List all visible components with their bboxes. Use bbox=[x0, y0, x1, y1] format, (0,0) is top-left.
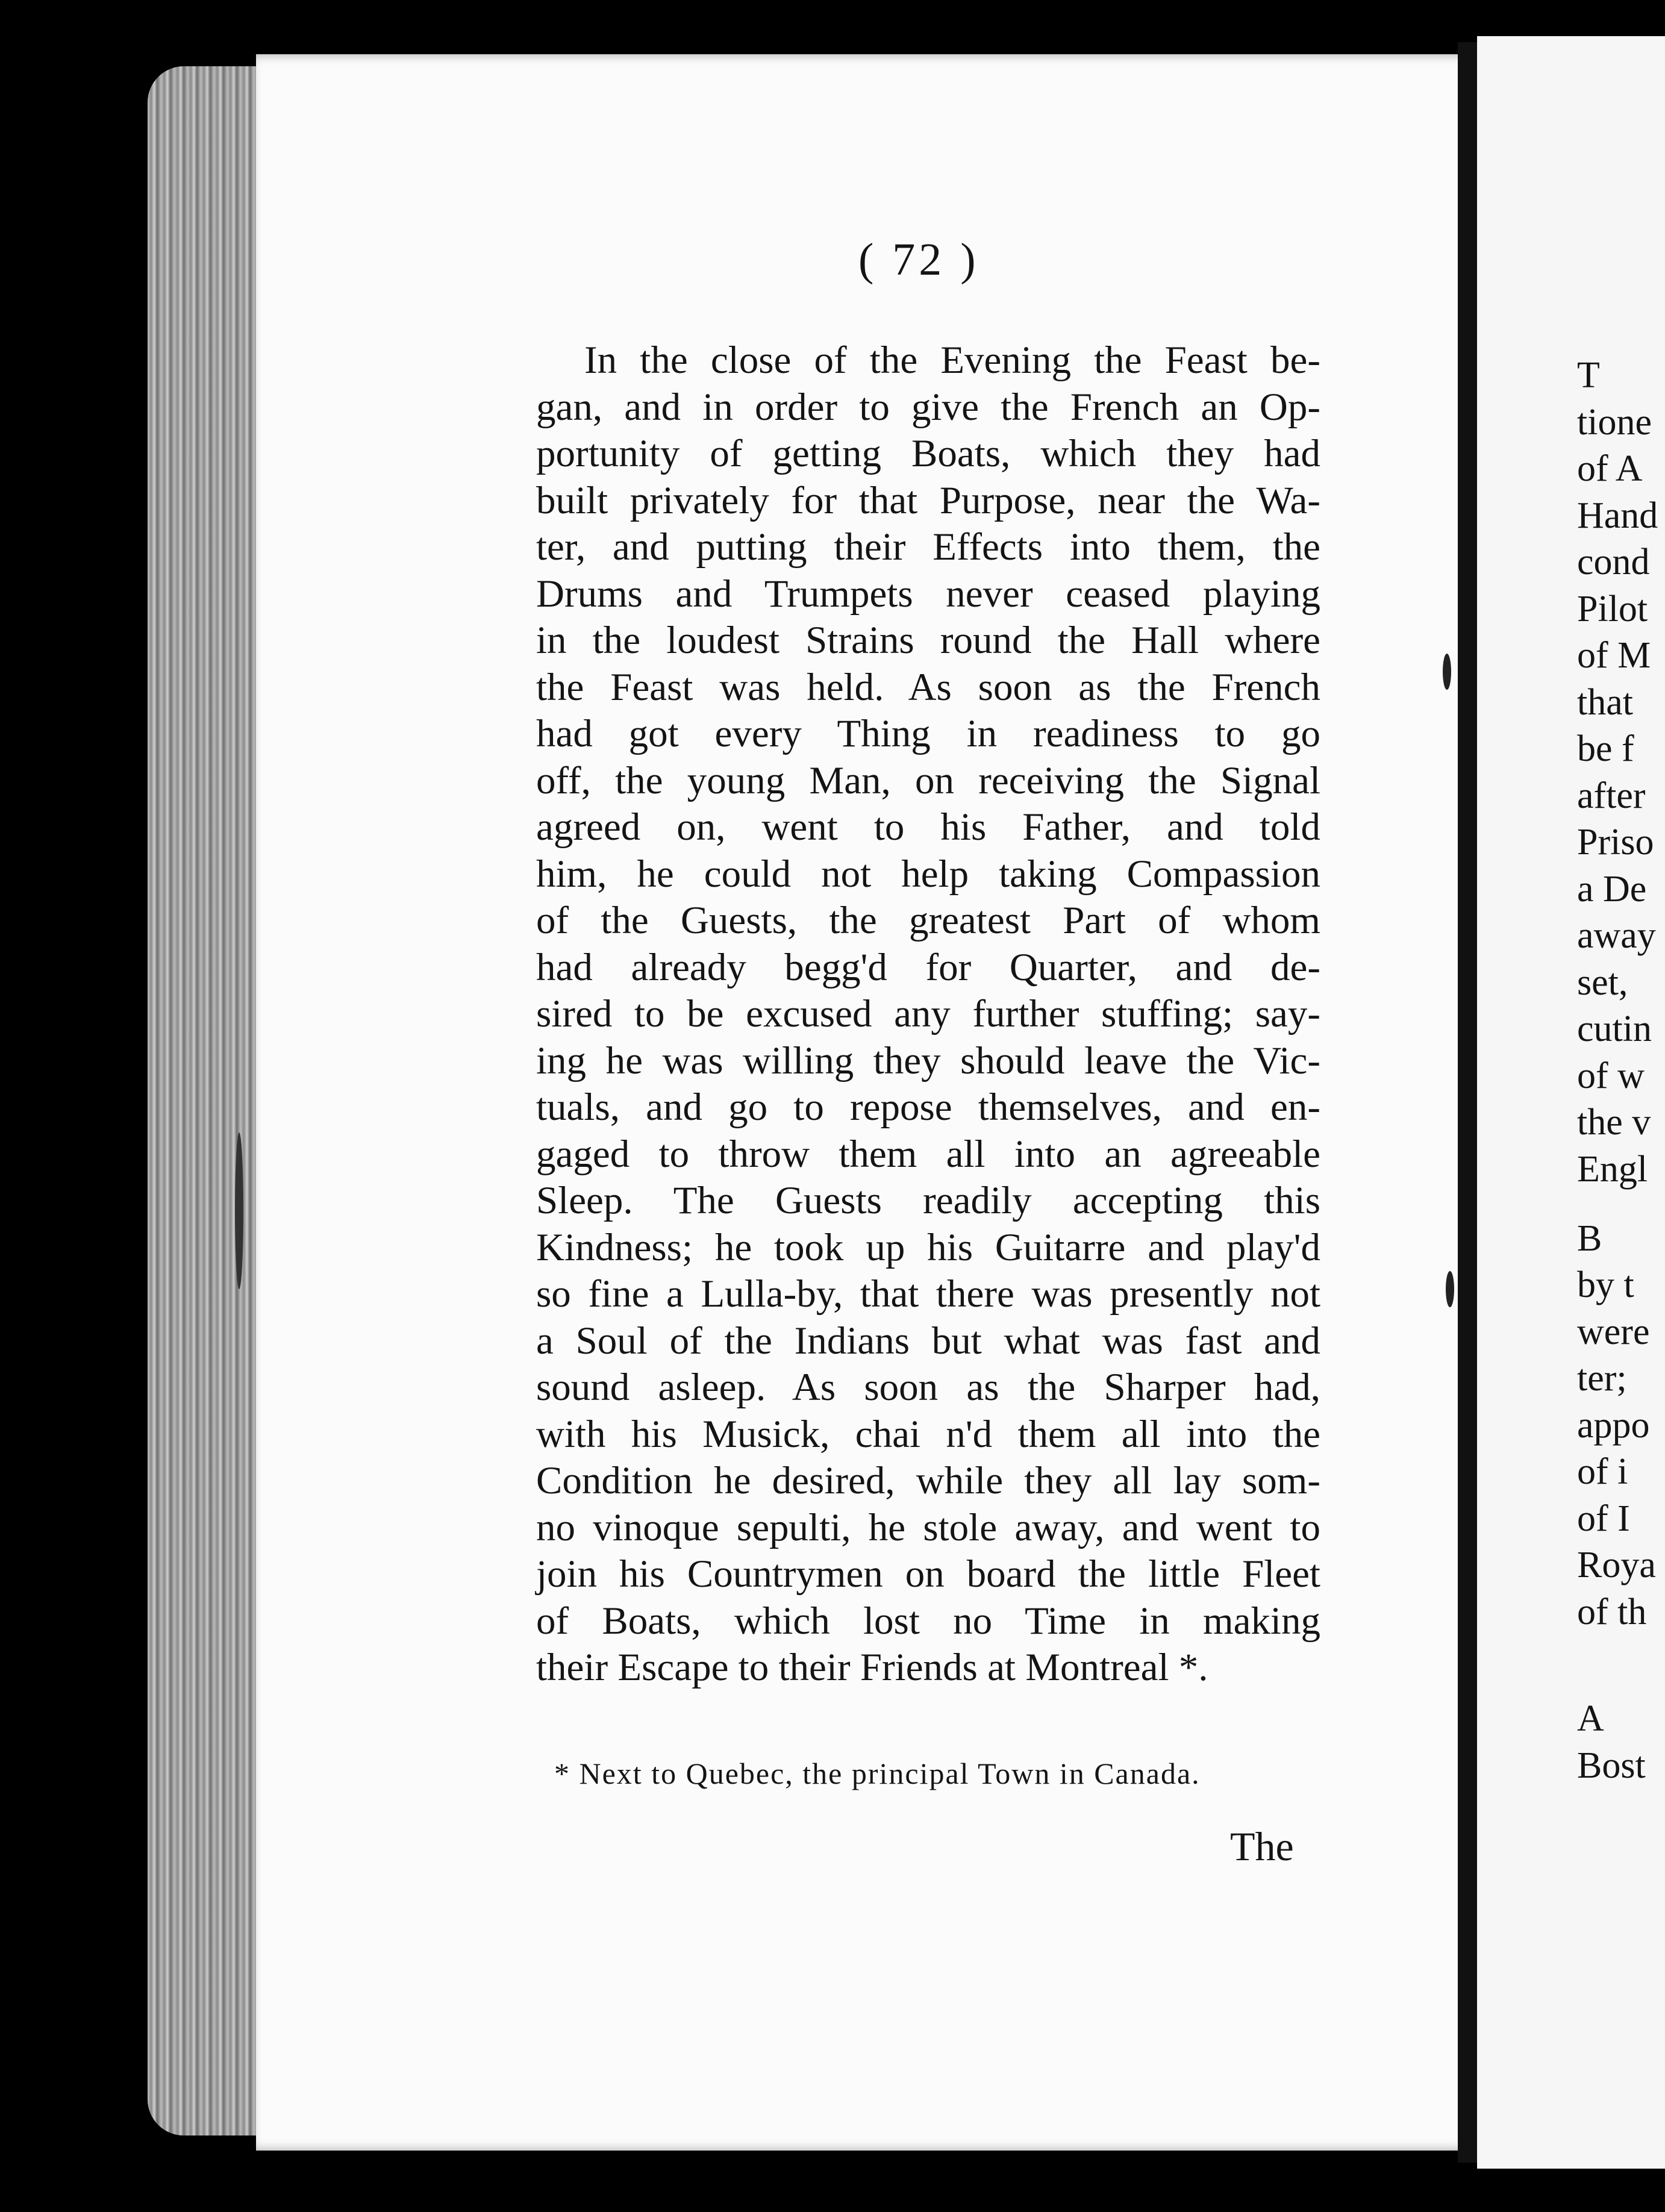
facing-line: of w bbox=[1577, 1055, 1645, 1096]
facing-line: appo bbox=[1577, 1404, 1650, 1446]
footnote: * Next to Quebec, the principal Town in Canada. bbox=[554, 1757, 1201, 1790]
text-line: agreed on, went to his Father, and told bbox=[536, 805, 1320, 849]
facing-line: B bbox=[1577, 1217, 1602, 1259]
scan-smudge bbox=[1443, 654, 1451, 690]
text-line: gaged to throw them all into an agreeable bbox=[536, 1132, 1320, 1176]
facing-line: Engl bbox=[1577, 1148, 1648, 1190]
book-gutter bbox=[1458, 42, 1477, 2163]
text-line: in the loudest Strains round the Hall where bbox=[536, 619, 1320, 662]
text-line: off, the young Man, on receiving the Signal bbox=[536, 758, 1320, 802]
facing-line: ter; bbox=[1577, 1358, 1627, 1399]
text-line: with his Musick, chai n'd them all into the bbox=[536, 1412, 1320, 1456]
facing-line: of A bbox=[1577, 448, 1643, 489]
text-line: a Soul of the Indians but what was fast and bbox=[536, 1319, 1320, 1363]
facing-line: of I bbox=[1577, 1498, 1630, 1539]
text-line: had already begg'd for Quarter, and de- bbox=[536, 945, 1320, 989]
facing-line: away bbox=[1577, 915, 1656, 956]
text-line: ing he was willing they should leave the Vic- bbox=[536, 1039, 1320, 1083]
text-line: Sleep. The Guests readily accepting this bbox=[536, 1179, 1320, 1222]
scan-smudge bbox=[235, 1133, 243, 1289]
catchword: The bbox=[1230, 1823, 1294, 1869]
text-line: so fine a Lulla-by, that there was presently not bbox=[536, 1272, 1320, 1316]
text-line: join his Countrymen on board the little Fleet bbox=[536, 1552, 1320, 1596]
facing-line: T bbox=[1577, 355, 1600, 396]
facing-line: the v bbox=[1577, 1102, 1651, 1143]
text-line: tuals, and go to repose themselves, and en- bbox=[536, 1086, 1320, 1129]
facing-line: set, bbox=[1577, 961, 1628, 1003]
facing-line: Roya bbox=[1577, 1545, 1656, 1586]
facing-line: of M bbox=[1577, 635, 1651, 676]
text-line: portunity of getting Boats, which they had bbox=[536, 432, 1320, 475]
text-line: their Escape to their Friends at Montreal *. bbox=[536, 1646, 1208, 1689]
facing-line: by t bbox=[1577, 1264, 1634, 1305]
text-line: ter, and putting their Effects into them, the bbox=[536, 525, 1320, 569]
facing-line: Pilot bbox=[1577, 588, 1648, 630]
text-line: sound asleep. As soon as the Sharper had, bbox=[536, 1366, 1320, 1409]
text-line: Condition he desired, while they all lay som- bbox=[536, 1459, 1320, 1502]
text-line: of the Guests, the greatest Part of whom bbox=[536, 899, 1320, 942]
text-line: sired to be excused any further stuffing; say- bbox=[536, 992, 1320, 1036]
facing-line: were bbox=[1577, 1311, 1650, 1352]
book-fore-edge bbox=[148, 66, 268, 2135]
text-line: him, he could not help taking Compassion bbox=[536, 852, 1320, 896]
facing-line: after bbox=[1577, 775, 1646, 816]
facing-line: A bbox=[1577, 1698, 1604, 1739]
facing-line: of i bbox=[1577, 1451, 1628, 1492]
facing-line: tione bbox=[1577, 401, 1652, 443]
text-line: of Boats, which lost no Time in making bbox=[536, 1599, 1320, 1643]
facing-page-text bbox=[1577, 352, 1665, 1789]
text-line: Kindness; he took up his Guitarre and play'd bbox=[536, 1225, 1320, 1269]
facing-line: Hand bbox=[1577, 495, 1658, 536]
text-line: built privately for that Purpose, near the Wa- bbox=[536, 478, 1320, 522]
facing-line: Priso bbox=[1577, 822, 1654, 863]
facing-line: be f bbox=[1577, 728, 1634, 769]
text-line: In the close of the Evening the Feast be- bbox=[584, 339, 1320, 382]
facing-line: cutin bbox=[1577, 1008, 1652, 1049]
text-line: gan, and in order to give the French an Op- bbox=[536, 385, 1320, 429]
text-line: no vinoque sepulti, he stole away, and went to bbox=[536, 1505, 1320, 1549]
text-line: had got every Thing in readiness to go bbox=[536, 712, 1320, 755]
facing-spacer bbox=[1577, 1636, 1665, 1696]
facing-line: of th bbox=[1577, 1591, 1647, 1632]
facing-line: Bost bbox=[1577, 1745, 1646, 1786]
page-number: ( 72 ) bbox=[858, 234, 979, 285]
facing-line: cond bbox=[1577, 542, 1650, 583]
text-line: the Feast was held. As soon as the French bbox=[536, 665, 1320, 709]
body-text bbox=[536, 337, 1320, 1692]
facing-line: a De bbox=[1577, 868, 1647, 910]
scan-smudge bbox=[1446, 1271, 1454, 1307]
facing-line: that bbox=[1577, 681, 1633, 723]
text-line: Drums and Trumpets never ceased playing bbox=[536, 572, 1320, 616]
